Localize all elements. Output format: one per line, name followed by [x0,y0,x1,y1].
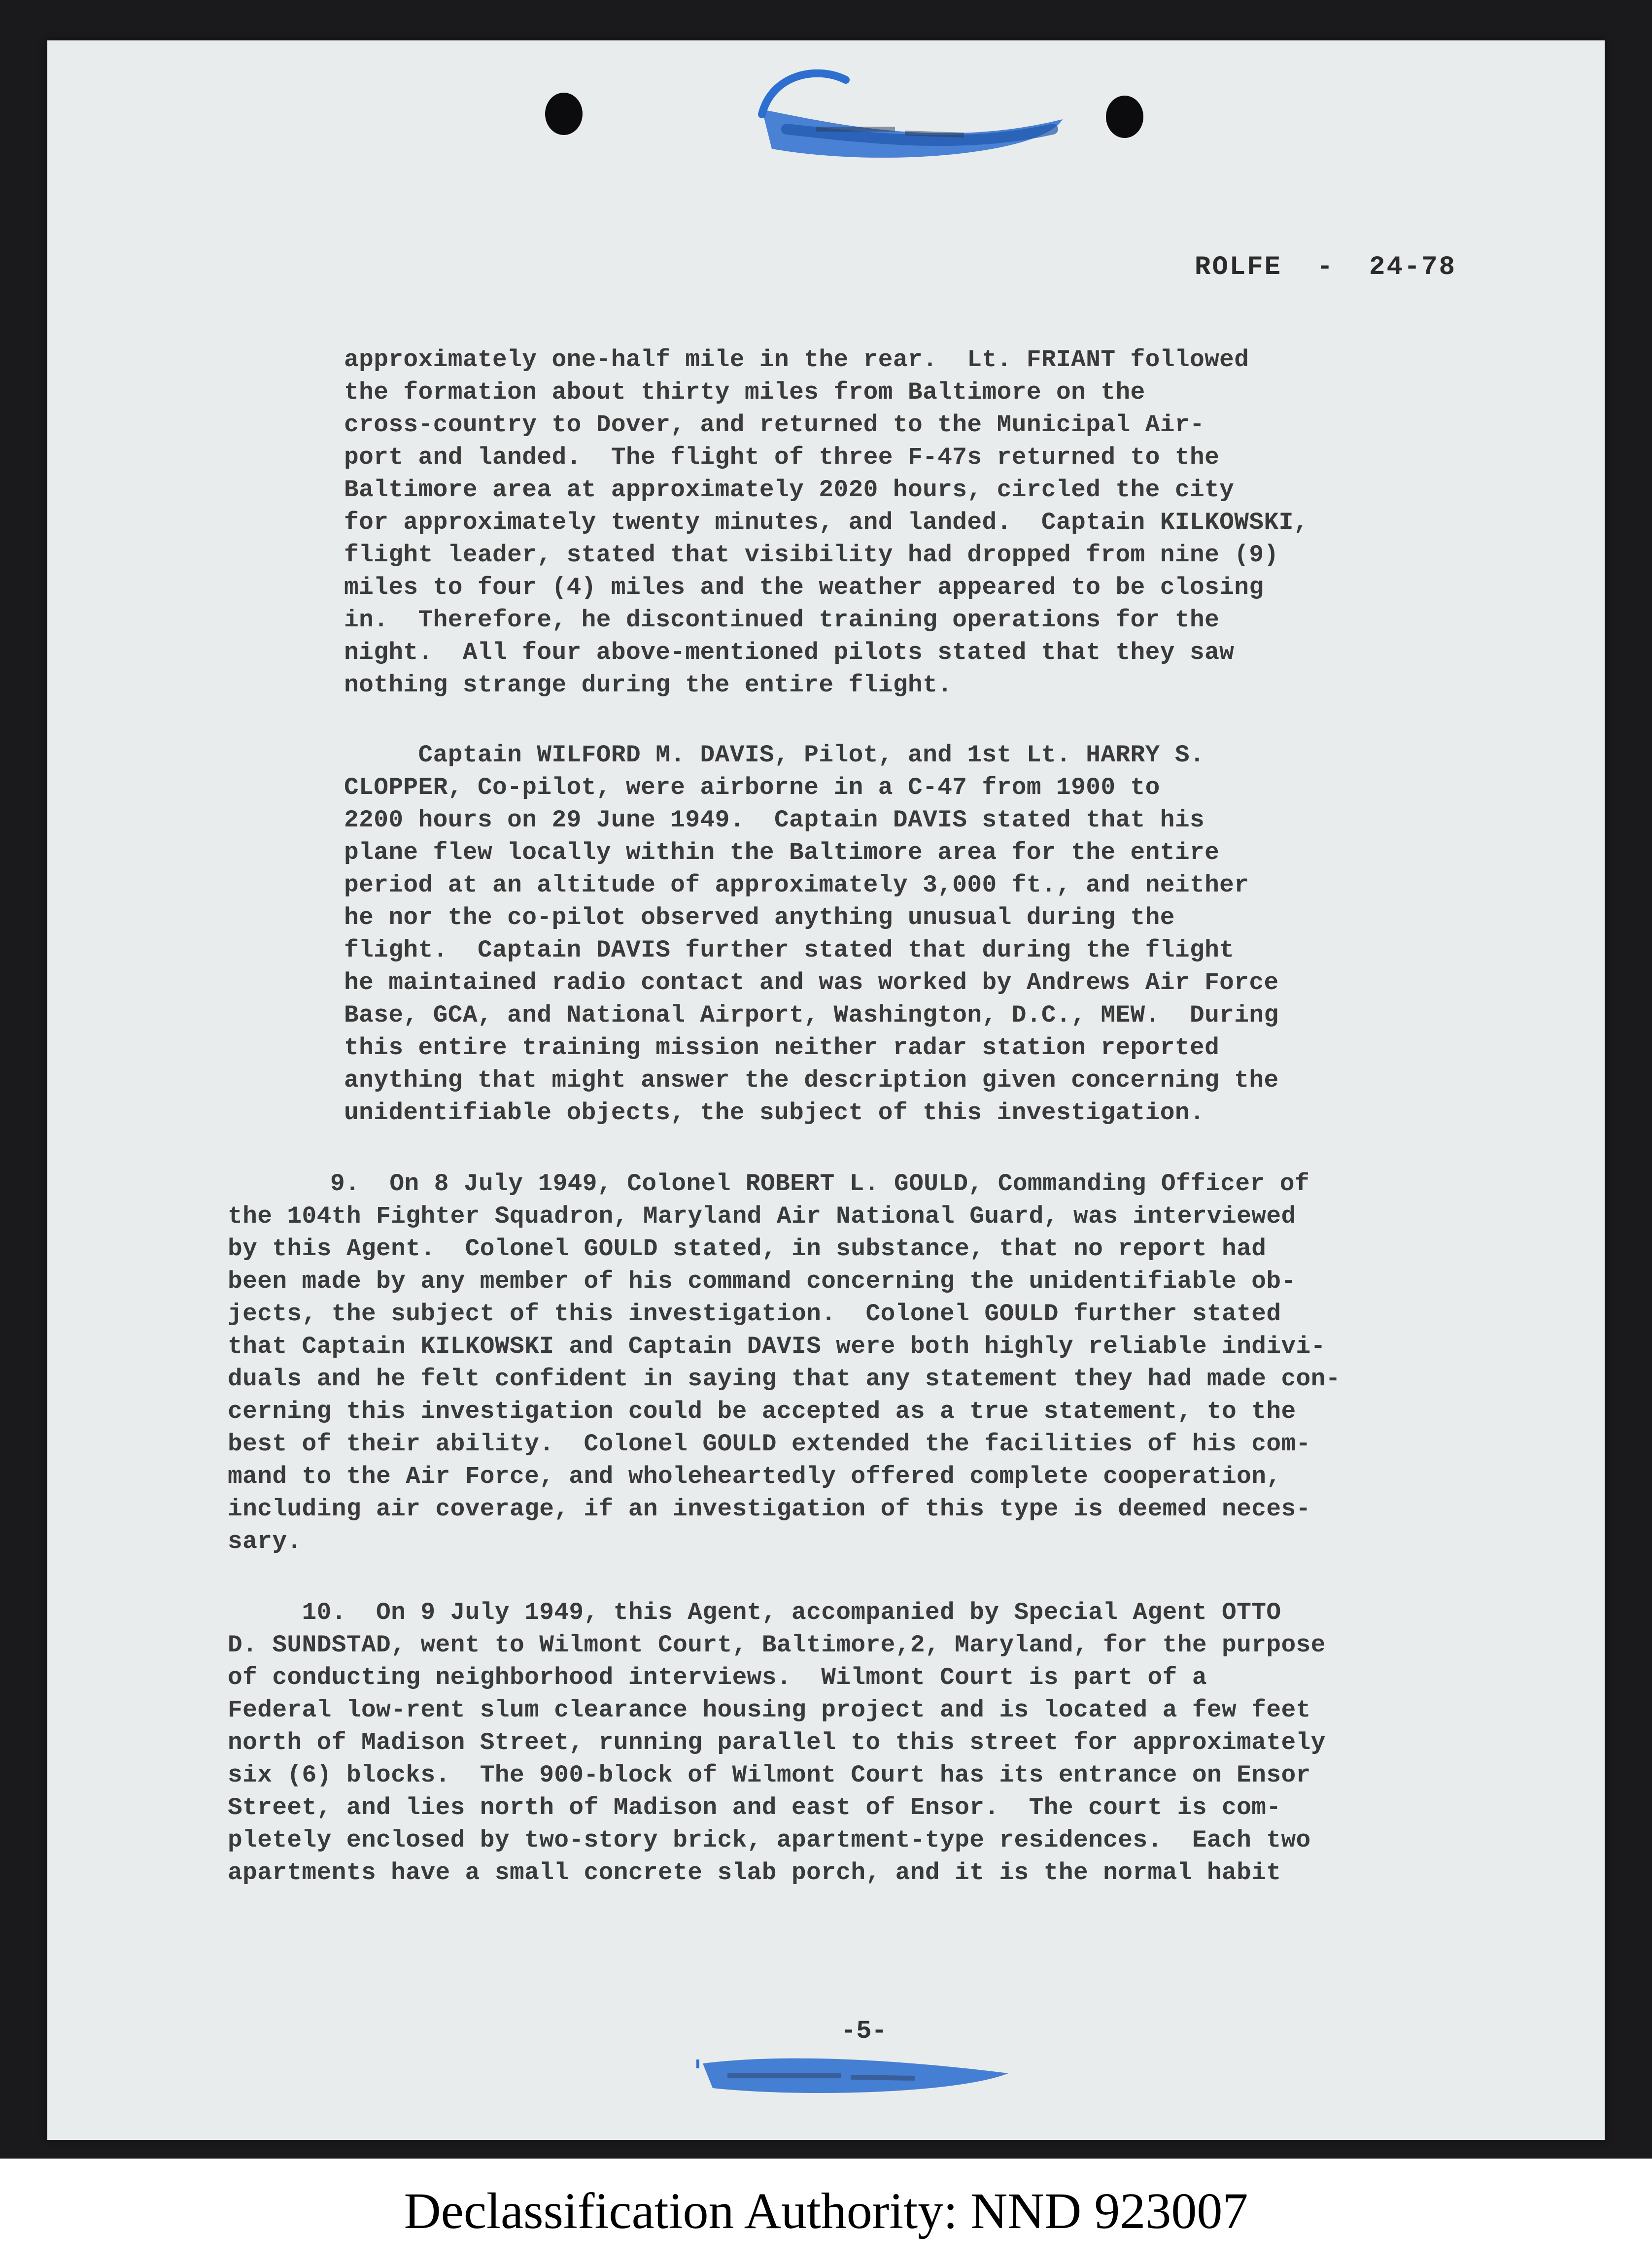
text-line: cerning this investigation could be accepted as a true statement, to the [228,1398,1296,1425]
text-line: in. Therefore, he discontinued training operations for the [344,606,1220,634]
text-line: CLOPPER, Co-pilot, were airborne in a C-47 from 1900 to [344,774,1160,801]
text-line: duals and he felt confident in saying that any statement they had made con- [228,1365,1341,1393]
punch-hole-left [545,93,583,135]
redaction-stamp-bottom [683,2049,1028,2103]
text-line: that Captain KILKOWSKI and Captain DAVIS were both highly reliable indivi- [228,1333,1326,1360]
text-line: six (6) blocks. The 900-block of Wilmont Court has its entrance on Ensor [228,1761,1311,1789]
text-line: Captain WILFORD M. DAVIS, Pilot, and 1st Lt. HARRY S. [344,741,1205,769]
text-line: he maintained radio contact and was worked by Andrews Air Force [344,969,1279,996]
file-reference: ROLFE - 24-78 [1195,252,1457,282]
declassification-caption: Declassification Authority: NND 923007 [404,2183,1248,2239]
document-page [47,40,1605,2140]
text-line: north of Madison Street, running parallel to this street for approximately [228,1729,1326,1756]
text-line: been made by any member of his command concerning the unidentifiable ob- [228,1268,1296,1295]
text-line: by this Agent. Colonel GOULD stated, in substance, that no report had [228,1235,1267,1263]
text-line: mand to the Air Force, and wholeheartedly offered complete cooperation, [228,1463,1281,1490]
text-line: nothing strange during the entire flight. [344,671,953,699]
punch-hole-right [1106,96,1143,138]
page-number: -5- [841,2017,887,2046]
text-line: Federal low-rent slum clearance housing project and is located a few feet [228,1696,1311,1724]
text-line: port and landed. The flight of three F-47s returned to the [344,444,1220,471]
text-line: for approximately twenty minutes, and landed. Captain KILKOWSKI, [344,509,1308,536]
text-line: this entire training mission neither radar station reported [344,1034,1220,1062]
text-line: plane flew locally within the Baltimore area for the entire [344,839,1220,866]
text-line: Base, GCA, and National Airport, Washington, D.C., MEW. During [344,1001,1279,1029]
text-line: jects, the subject of this investigation. Colonel GOULD further stated [228,1300,1281,1328]
text-line: the 104th Fighter Squadron, Maryland Air National Guard, was interviewed [228,1202,1296,1230]
text-line: approximately one-half mile in the rear. Lt. FRIANT followed [344,346,1249,374]
redaction-stamp-top [688,55,1092,173]
text-line: pletely enclosed by two-story brick, apartment-type residences. Each two [228,1826,1311,1854]
text-line: he nor the co-pilot observed anything unusual during the [344,904,1175,931]
text-line: 2200 hours on 29 June 1949. Captain DAVIS stated that his [344,806,1205,834]
text-line: including air coverage, if an investigation of this type is deemed neces- [228,1495,1311,1523]
text-line: 9. On 8 July 1949, Colonel ROBERT L. GOULD, Commanding Officer of [330,1170,1309,1198]
text-line: apartments have a small concrete slab porch, and it is the normal habit [228,1859,1281,1887]
text-line: flight leader, stated that visibility had dropped from nine (9) [344,541,1279,569]
text-line: unidentifiable objects, the subject of this investigation. [344,1099,1205,1127]
text-line: cross-country to Dover, and returned to the Municipal Air- [344,411,1205,439]
text-line: night. All four above-mentioned pilots stated that they saw [344,639,1235,666]
text-line: miles to four (4) miles and the weather appeared to be closing [344,574,1264,601]
text-line: flight. Captain DAVIS further stated that during the flight [344,936,1235,964]
text-line: period at an altitude of approximately 3,000 ft., and neither [344,871,1249,899]
text-line: the formation about thirty miles from Baltimore on the [344,378,1145,406]
text-line: Baltimore area at approximately 2020 hours, circled the city [344,476,1235,504]
text-line: of conducting neighborhood interviews. Wilmont Court is part of a [228,1664,1207,1691]
text-line: sary. [228,1528,302,1555]
text-line: D. SUNDSTAD, went to Wilmont Court, Baltimore,2, Maryland, for the purpose [228,1631,1326,1659]
text-line: best of their ability. Colonel GOULD extended the facilities of his com- [228,1430,1311,1458]
text-line: Street, and lies north of Madison and east of Ensor. The court is com- [228,1794,1281,1821]
text-line: anything that might answer the description given concerning the [344,1066,1279,1094]
text-line: 10. On 9 July 1949, this Agent, accompanied by Special Agent OTTO [228,1599,1281,1626]
